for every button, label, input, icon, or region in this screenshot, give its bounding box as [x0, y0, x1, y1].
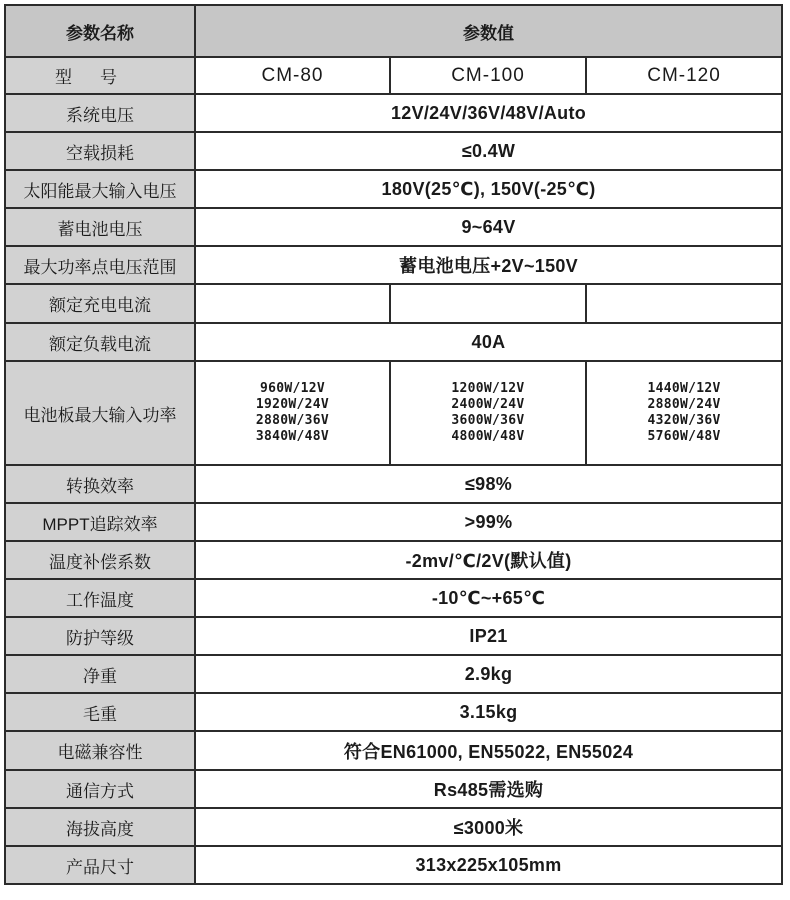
spec-table [4, 4, 783, 885]
row-label: 额定负载电流 [5, 323, 195, 361]
model-label: 型号 [5, 57, 195, 94]
table-row [5, 94, 782, 132]
power-line: 1440W/12V [647, 381, 721, 396]
load-current-row [5, 323, 782, 361]
table-row [5, 465, 782, 503]
table-row [5, 693, 782, 731]
table-row [5, 579, 782, 617]
row-value: 2.9kg [195, 655, 782, 693]
row-label: 额定充电电流 [5, 284, 195, 323]
power-line: 960W/12V [259, 381, 325, 396]
model-cm120: CM-120 [586, 57, 782, 94]
power-line: 4800W/48V [451, 429, 525, 444]
row-label: 最大功率点电压范围 [5, 246, 195, 284]
row-label: 净重 [5, 655, 195, 693]
table-row [5, 246, 782, 284]
table-row [5, 170, 782, 208]
table-row [5, 731, 782, 770]
panel-power-cm120 [586, 361, 782, 465]
row-value: 180V(25℃), 150V(-25℃) [195, 170, 782, 208]
row-value: ≤3000米 [195, 808, 782, 846]
row-value: -2mv/℃/2V(默认值) [195, 541, 782, 579]
row-label: 太阳能最大输入电压 [5, 170, 195, 208]
row-label: 防护等级 [5, 617, 195, 655]
model-row [5, 57, 782, 94]
model-cm100: CM-100 [390, 57, 586, 94]
row-label: 毛重 [5, 693, 195, 731]
table-row [5, 808, 782, 846]
row-value: ≤0.4W [195, 132, 782, 170]
table-row [5, 655, 782, 693]
header-param-name: 参数名称 [5, 5, 195, 57]
power-line: 1200W/12V [451, 381, 525, 396]
charge-current-row [5, 284, 782, 323]
row-label: 系统电压 [5, 94, 195, 132]
power-line: 3840W/48V [255, 429, 330, 444]
row-value: 符合EN61000, EN55022, EN55024 [195, 731, 782, 770]
table-row [5, 617, 782, 655]
row-value: -10℃~+65℃ [195, 579, 782, 617]
panel-power-row [5, 361, 782, 465]
row-value: Rs485需选购 [195, 770, 782, 808]
row-label: MPPT追踪效率 [5, 503, 195, 541]
power-line: 2400W/24V [451, 397, 525, 412]
header-param-value: 参数值 [195, 5, 782, 57]
table-row [5, 541, 782, 579]
row-label: 海拔高度 [5, 808, 195, 846]
power-line: 3600W/36V [451, 413, 525, 428]
row-label: 空载损耗 [5, 132, 195, 170]
row-value: 9~64V [195, 208, 782, 246]
power-line: 2880W/36V [255, 413, 330, 428]
power-line: 1920W/24V [255, 397, 330, 412]
table-row [5, 503, 782, 541]
charge-current-cm120 [586, 284, 782, 323]
row-label: 温度补偿系数 [5, 541, 195, 579]
row-label: 通信方式 [5, 770, 195, 808]
row-label: 电磁兼容性 [5, 731, 195, 770]
row-label: 工作温度 [5, 579, 195, 617]
row-label: 产品尺寸 [5, 846, 195, 884]
table-row [5, 770, 782, 808]
table-row [5, 132, 782, 170]
table-row [5, 846, 782, 884]
power-line: 2880W/24V [647, 397, 721, 412]
panel-power-cm100 [390, 361, 586, 465]
row-value: ≤98% [195, 465, 782, 503]
panel-power-cm80 [195, 361, 390, 465]
row-label: 蓄电池电压 [5, 208, 195, 246]
power-line: 5760W/48V [647, 429, 721, 444]
row-value: IP21 [195, 617, 782, 655]
table-row [5, 208, 782, 246]
row-value: 蓄电池电压+2V~150V [195, 246, 782, 284]
row-value: >99% [195, 503, 782, 541]
row-label: 转换效率 [5, 465, 195, 503]
model-cm80: CM-80 [195, 57, 390, 94]
row-value: 313x225x105mm [195, 846, 782, 884]
row-value: 3.15kg [195, 693, 782, 731]
row-value: 12V/24V/36V/48V/Auto [195, 94, 782, 132]
header-row [5, 5, 782, 57]
row-value: 40A [195, 323, 782, 361]
charge-current-cm100 [390, 284, 586, 323]
charge-current-cm80 [195, 284, 390, 323]
power-line: 4320W/36V [647, 413, 721, 428]
row-label: 电池板最大输入功率 [5, 361, 195, 465]
